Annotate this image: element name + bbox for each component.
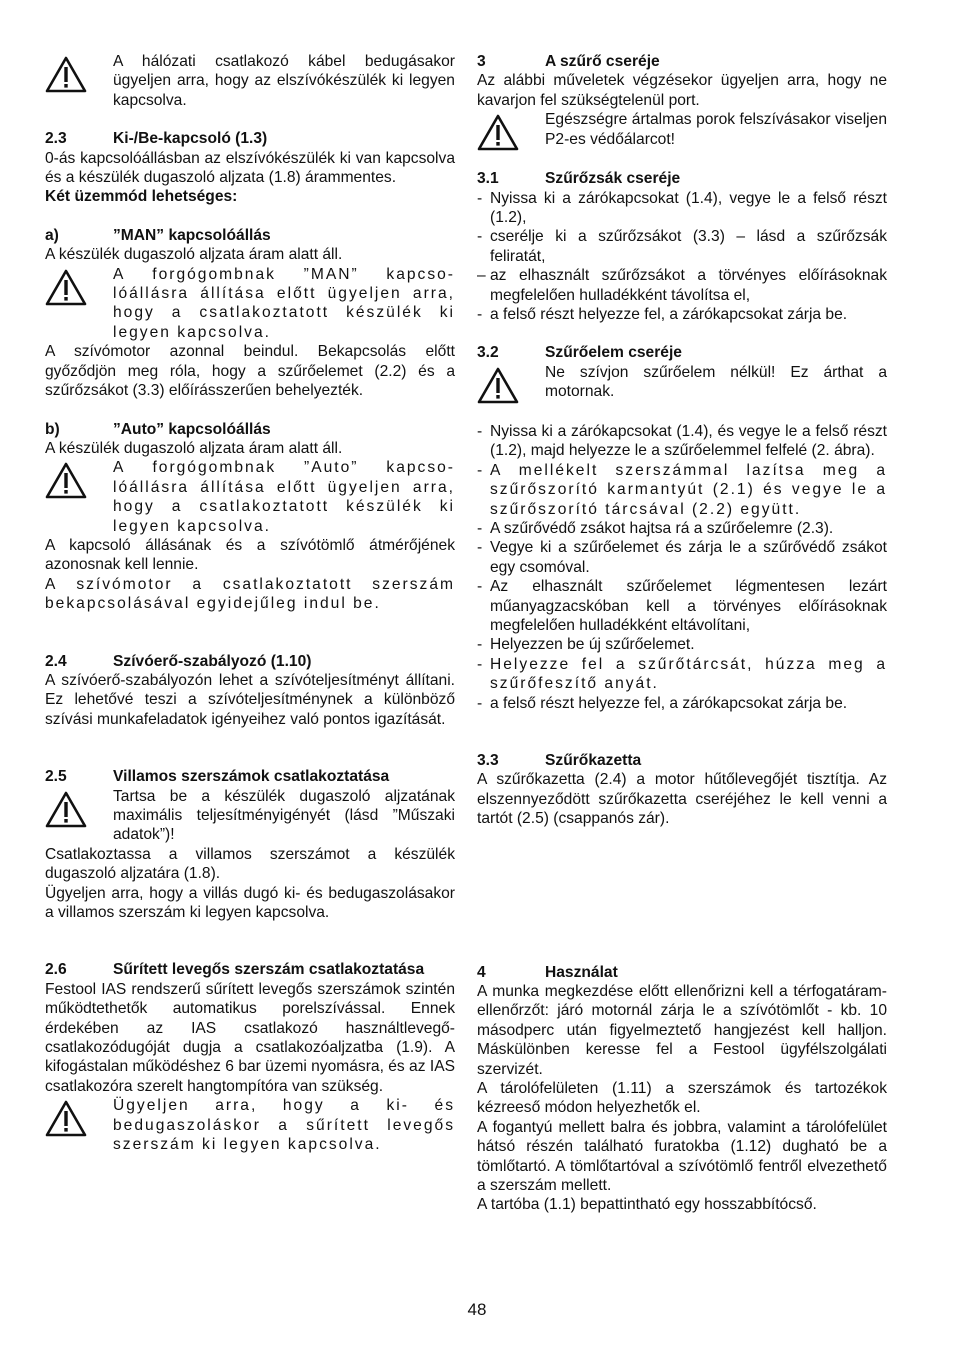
list-marker: - bbox=[477, 189, 483, 207]
section-heading-3 bbox=[477, 52, 887, 71]
list-item bbox=[477, 655, 887, 694]
section-number: 4 bbox=[477, 963, 486, 981]
section-title: Használat bbox=[545, 963, 618, 981]
warning-text: Tartsa be a készülék dugaszoló aljzatának maximális teljesítményigényét (lásd ”Műszaki adatok”)! bbox=[113, 787, 455, 844]
list-marker: - bbox=[477, 519, 483, 537]
section-heading-3-2 bbox=[477, 343, 887, 362]
list-item bbox=[477, 305, 887, 324]
bag-steps-list bbox=[477, 189, 887, 325]
section-number: 3 bbox=[477, 53, 486, 70]
warning-text: Ügyeljen arra, hogy a ki- és bedugaszoláskor a sűrített levegős szerszám ki legyen kapcsolva. bbox=[113, 1097, 455, 1154]
list-item bbox=[477, 538, 887, 577]
section-number: 2.6 bbox=[45, 961, 67, 979]
warning-icon bbox=[477, 114, 519, 152]
list-marker: - bbox=[477, 306, 483, 324]
list-item bbox=[477, 577, 887, 635]
section-title: Ki-/Be-kapcsoló (1.3) bbox=[113, 130, 268, 148]
list-item-text: Vegye ki a szűrőelemet és zárja le a szűrővédő zsákot egy csomóval. bbox=[490, 539, 887, 576]
warning-block-cable bbox=[45, 52, 455, 110]
section-title: Szívóerő-szabályozó (1.10) bbox=[113, 652, 312, 670]
list-marker: - bbox=[477, 228, 483, 246]
list-item-text: cserélje ki a szűrőzsákot (3.3) – lásd a szűrőzsák feliratát, bbox=[490, 228, 887, 265]
section-number: 2.5 bbox=[45, 768, 67, 786]
paragraph: A munka megkezdése előtt ellenőrizni kell a térfogatáram-ellenőrzőt: járó motornál zárja le a szívótömlőt - kb. 10 másodperc után figyelmeztető hangjezést kell halljon. Máskülönben keresse fel a Festool ügyfélszolgálati szervizét. bbox=[477, 983, 887, 1078]
list-marker: - bbox=[477, 636, 483, 654]
paragraph: A kapcsoló állásának és a szívótömlő átmérőjének azonosnak kell lennie. bbox=[45, 536, 455, 574]
warning-block-man bbox=[45, 265, 455, 343]
list-marker: - bbox=[477, 694, 483, 712]
warning-text: A hálózati csatlakozó kábel bedugásakor ügyeljen arra, hogy az elszívókészülék ki legyen kapcsolva. bbox=[113, 53, 455, 109]
list-marker: - bbox=[477, 578, 483, 596]
right-column bbox=[477, 52, 887, 1215]
warning-text: Egészségre ártalmas porok felszívásakor viseljen P2-es védőálarcot! bbox=[545, 111, 887, 148]
paragraph: A fogantyú mellett balra és jobbra, valamint a tárolófelület hátsó részén található furatokba (1.12) dugható be a tömlőtartó. A tömlőtartóval a szívótömlő fentről elvezethető a szerszám mellett. bbox=[477, 1118, 887, 1195]
paragraph: A szívómotor a csatlakoztatott szerszám bekapcsolásával egyidejűleg indul be. bbox=[45, 575, 455, 613]
section-heading-3-1 bbox=[477, 169, 887, 188]
section-number: 3.1 bbox=[477, 170, 499, 188]
section-heading-2-5 bbox=[45, 767, 455, 786]
list-marker: - bbox=[477, 655, 485, 673]
section-title: Szűrőelem cseréje bbox=[545, 344, 682, 362]
list-item bbox=[477, 227, 887, 266]
list-marker: – bbox=[477, 267, 486, 285]
section-title: A szűrő cseréje bbox=[545, 53, 660, 70]
list-item bbox=[477, 189, 887, 228]
section-title: Sűrített levegős szerszám csatlakoztatása bbox=[113, 961, 425, 979]
list-item bbox=[477, 266, 887, 305]
page-number: 48 bbox=[467, 1300, 487, 1319]
section-title: Villamos szerszámok csatlakoztatása bbox=[113, 768, 390, 786]
section-heading-b bbox=[45, 420, 455, 439]
section-title: Szűrőzsák cseréje bbox=[545, 170, 681, 188]
left-column bbox=[45, 52, 455, 1155]
list-item bbox=[477, 422, 887, 461]
paragraph: A készülék dugaszoló aljzata áram alatt áll. bbox=[45, 439, 343, 457]
section-number: 2.4 bbox=[45, 652, 67, 670]
list-item-text: A szűrővédő zsákot hajtsa rá a szűrőelemre (2.3). bbox=[490, 519, 834, 537]
warning-icon bbox=[45, 269, 87, 307]
list-item bbox=[477, 694, 887, 713]
paragraph: A szűrőkazetta (2.4) a motor hűtőlevegőjét tisztítja. Az elszennyeződött szűrőkazetta cseréjéhez le kell venni a tartót (2.5) (csappanós zár). bbox=[477, 771, 887, 828]
section-number: 3.3 bbox=[477, 751, 499, 769]
section-title: ”MAN” kapcsolóállás bbox=[113, 226, 271, 244]
filter-steps-list bbox=[477, 422, 887, 713]
paragraph: A szívóerő-szabályozón lehet a szívóteljesítményt állítani. Ez lehetővé teszi a szívóteljesítménynek a különböző szívási munkafeladatok igényeihez való pontos igazítását. bbox=[45, 671, 455, 728]
warning-icon bbox=[477, 367, 519, 405]
warning-block-auto bbox=[45, 458, 455, 536]
list-item-text: az elhasznált szűrőzsákot a törvényes előírásoknak megfelelően hulladékként távolítsa el, bbox=[490, 267, 887, 304]
section-number: 3.2 bbox=[477, 344, 499, 362]
section-heading-a bbox=[45, 226, 455, 245]
warning-icon bbox=[45, 1100, 87, 1138]
list-marker: - bbox=[477, 422, 483, 440]
warning-block-filter bbox=[477, 363, 887, 403]
list-item bbox=[477, 635, 887, 654]
list-item-text: Helyezzen be új szűrőelemet. bbox=[490, 636, 695, 654]
list-marker: - bbox=[477, 461, 485, 479]
list-item-text: Nyissa ki a zárókapcsokat (1.4), és vegye le a felső részt (1.2), majd helyezze le a szűrőelemmel felfelé (2. ábra). bbox=[490, 422, 887, 460]
list-item-text: Helyezze fel a szűrőtárcsát, húzza meg a szűrőfeszítő anyát. bbox=[490, 655, 887, 693]
section-heading-4 bbox=[477, 963, 887, 982]
warning-icon bbox=[45, 56, 87, 94]
list-item-text: a felső részt helyezze fel, a zárókapcsokat zárja be. bbox=[490, 306, 848, 324]
warning-icon bbox=[45, 462, 87, 500]
list-item bbox=[477, 519, 887, 538]
warning-block-dust bbox=[477, 110, 887, 150]
paragraph: A tartóba (1.1) bepattintható egy hosszabbítócső. bbox=[477, 1196, 817, 1214]
warning-block-air bbox=[45, 1096, 455, 1154]
warning-text: A forgógombnak ”MAN” kapcso-lóállásra állítása előtt ügyeljen arra, hogy a csatlakoztatott készülék ki legyen kapcsolva. bbox=[113, 265, 455, 341]
paragraph: 0-ás kapcsolóállásban az elszívókészülék ki van kapcsolva és a készülék dugaszoló aljzata (1.8) árammentes. bbox=[45, 149, 455, 187]
paragraph: A szívómotor azonnal beindul. Bekapcsolás előtt győződjön meg róla, hogy a szűrőelemet (2.2) és a szűrőzsákot (3.3) előírásszerűen behelyezték. bbox=[45, 343, 455, 400]
section-number: b) bbox=[45, 420, 60, 438]
section-heading-3-3 bbox=[477, 751, 887, 770]
paragraph: A készülék dugaszoló aljzata áram alatt áll. bbox=[45, 246, 343, 264]
warning-text: A forgógombnak ”Auto” kapcso-lóállásra állítása előtt ügyeljen arra, hogy a csatlakoztatott készülék ki legyen kapcsolva. bbox=[113, 459, 455, 535]
warning-icon bbox=[45, 791, 87, 829]
section-number: 2.3 bbox=[45, 130, 67, 148]
list-item-text: a felső részt helyezze fel, a zárókapcsokat zárja be. bbox=[490, 694, 848, 712]
bold-paragraph: Két üzemmód lehetséges: bbox=[45, 188, 238, 206]
section-title: Szűrőkazetta bbox=[545, 751, 642, 769]
paragraph: Ügyeljen arra, hogy a villás dugó ki- és bedugaszolásakor a villamos szerszám ki legyen kapcsolva. bbox=[45, 884, 455, 922]
list-item-text: Az elhasznált szűrőelemet légmentesen lezárt műanyagzacskóban kell a törvényes előírásoknak megfelelően hulladékként eltávolítani, bbox=[490, 578, 887, 634]
paragraph: Az alábbi műveletek végzésekor ügyeljen arra, hogy ne kavarjon fel szükségtelenül port. bbox=[477, 72, 887, 109]
section-heading-2-3 bbox=[45, 129, 455, 148]
list-item-text: Nyissa ki a zárókapcsokat (1.4), vegye le a felső részt (1.2), bbox=[490, 189, 887, 227]
paragraph: Csatlakoztassa a villamos szerszámot a készülék dugaszoló aljzatára (1.8). bbox=[45, 845, 455, 883]
warning-block-socket bbox=[45, 787, 455, 845]
warning-text: Ne szívjon szűrőelem nélkül! Ez árthat a motornak. bbox=[545, 363, 887, 401]
section-heading-2-6 bbox=[45, 960, 455, 979]
section-heading-2-4 bbox=[45, 652, 455, 671]
list-item-text: A mellékelt szerszámmal lazítsa meg a szűrőszorító karmantyút (2.1) és vegye le a szűrőszorító tárcsával (2.2) együtt. bbox=[490, 461, 887, 518]
list-item bbox=[477, 461, 887, 519]
paragraph: Festool IAS rendszerű sűrített levegős szerszámok szintén működtethetők automatikus porelszívással. Ennek érdekében az IAS csatlakozó használtlevegő-csatlakozódugóját dugja a csatlakozóaljzatba (1.9). A kifogástalan működéshez 6 bar üzemi nyomásra, és az IAS csatlakozóra szerelt hangtompítóra van szükség. bbox=[45, 980, 455, 1095]
section-title: ”Auto” kapcsolóállás bbox=[113, 420, 271, 438]
paragraph: A tárolófelületen (1.11) a szerszámok és tartozékok kézreeső módon helyezhetők el. bbox=[477, 1080, 887, 1117]
section-number: a) bbox=[45, 226, 59, 244]
list-marker: - bbox=[477, 539, 483, 557]
